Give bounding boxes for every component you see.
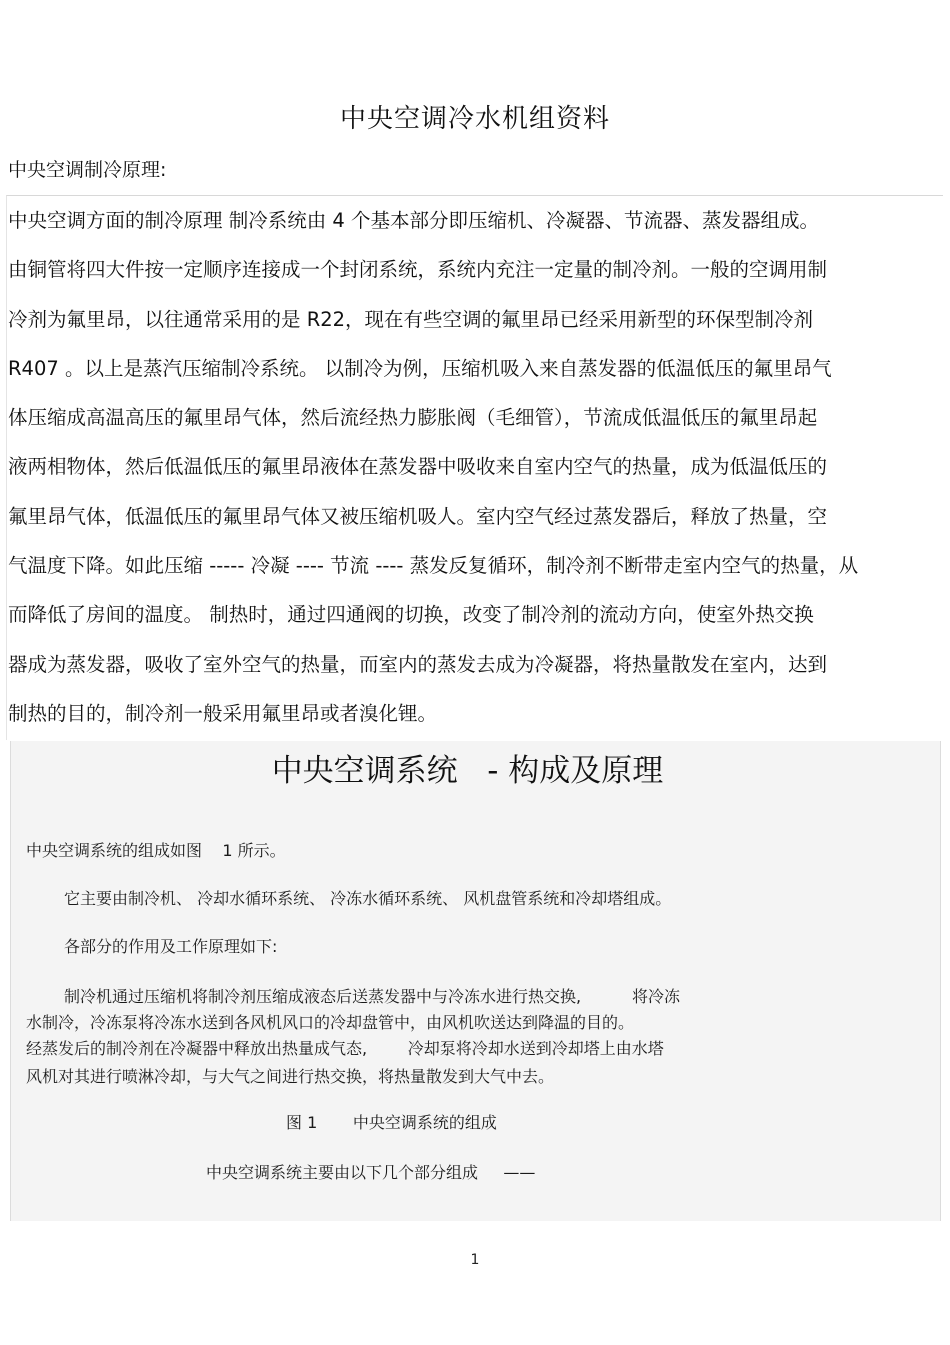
working-line: 风机对其进行喷淋冷却，与大气之间进行热交换，将热量散发到大气中去。 [26, 1067, 555, 1086]
working-line: 制冷机通过压缩机将制冷剂压缩成液态后送蒸发器中与冷冻水进行热交换, 将冷冻 [64, 987, 680, 1006]
section2-intro: 中央空调系统的组成如图 1 所示。 [26, 841, 286, 860]
components-line: 它主要由制冷机、 冷却水循环系统、 冷冻水循环系统、 风机盘管系统和冷却塔组成。 [64, 889, 672, 908]
paragraph-line: 由铜管将四大件按一定顺序连接成一个封闭系统，系统内充注一定量的制冷剂。一般的空调用制 [8, 258, 828, 282]
paragraph-line: 气温度下降。如此压缩 ----- 冷凝 ---- 节流 ---- 蒸发反复循环，制冷剂不断带走室内空气的热量，从 [8, 554, 859, 578]
paragraph-line: 氟里昂气体，低温低压的氟里昂气体又被压缩机吸人。室内空气经过蒸发器后，释放了热量，空 [8, 504, 828, 528]
working-line: 经蒸发后的制冷剂在冷凝器中释放出热量成气态, 冷却泵将冷却水送到冷却塔上由水塔 [26, 1039, 664, 1058]
document-title: 中央空调冷水机组资料 [339, 104, 610, 134]
paragraph-line: R407 。以上是蒸汽压缩制冷系统。 以制冷为例，压缩机吸入来自蒸发器的低温低压的氟里昂气 [8, 356, 832, 380]
section2-title: 中央空调系统 - 构成及原理 [271, 753, 664, 789]
paragraph-line: 冷剂为氟里昂，以往通常采用的是 R22，现在有些空调的氟里昂已经采用新型的环保型制冷剂 [8, 307, 814, 331]
paragraph-line: 而降低了房间的温度。 制热时，通过四通阀的切换，改变了制冷剂的流动方向，使室外热交换 [8, 603, 814, 627]
paragraph-line: 器成为蒸发器，吸收了室外空气的热量，而室内的蒸发去成为冷凝器，将热量散发在室内，达到 [8, 652, 828, 676]
page-number: 1 [470, 1252, 480, 1268]
paragraph-line: 体压缩成高温高压的氟里昂气体，然后流经热力膨胀阀（毛细管），节流成低温低压的氟里昂起 [8, 406, 818, 430]
embedded-section-panel [10, 741, 941, 1221]
summary-line: 中央空调系统主要由以下几个部分组成 —— [206, 1163, 536, 1182]
working-line: 水制冷，冷冻泵将冷冻水送到各风机风口的冷却盘管中，由风机吹送达到降温的目的。 [26, 1013, 635, 1032]
paragraph-line: 制热的目的，制冷剂一般采用氟里昂或者溴化锂。 [8, 701, 438, 725]
section-heading: 中央空调制冷原理: [8, 159, 167, 181]
paragraph-line: 液两相物体，然后低温低压的氟里昂液体在蒸发器中吸收来自室内空气的热量，成为低温低压的 [8, 455, 828, 479]
parts-line: 各部分的作用及工作原理如下: [64, 937, 278, 956]
paragraph-line: 中央空调方面的制冷原理 制冷系统由 4 个基本部分即压缩机、冷凝器、节流器、蒸发器组成。 [8, 209, 820, 232]
figure-caption: 图 1 中央空调系统的组成 [286, 1113, 497, 1132]
principle-paragraph [8, 196, 913, 738]
